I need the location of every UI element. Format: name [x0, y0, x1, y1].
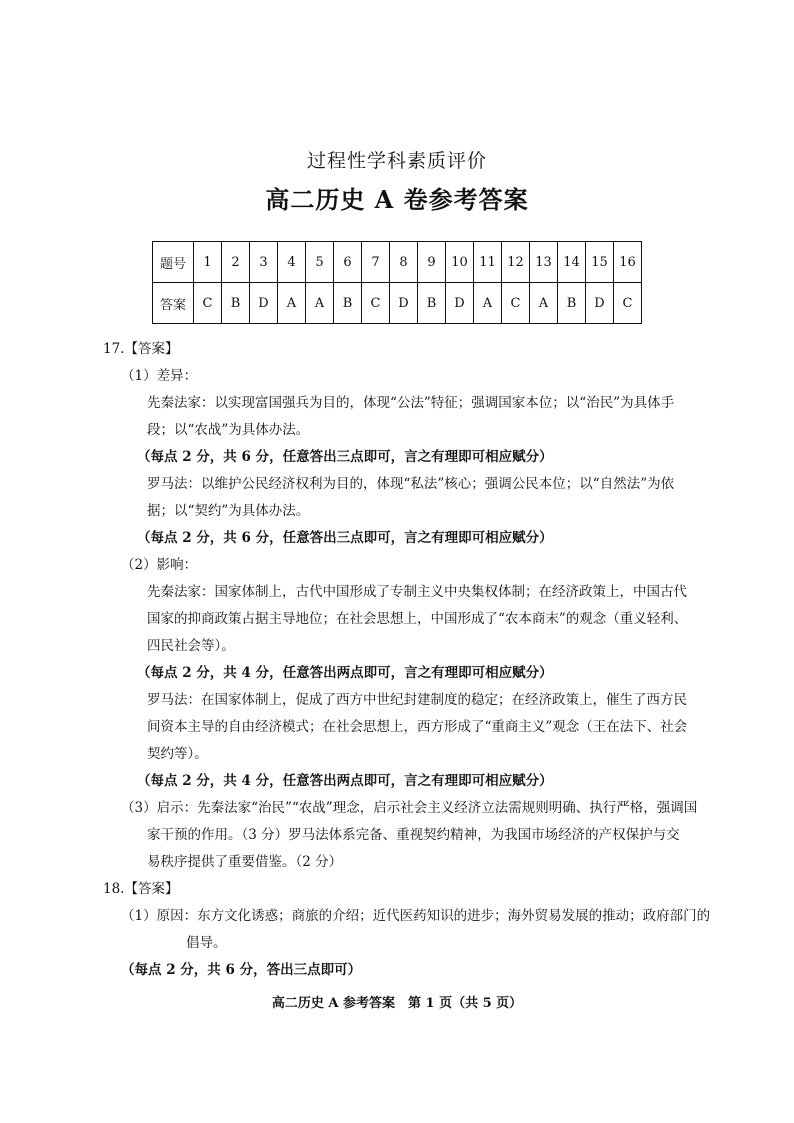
q17-part2-b-score: （每点 2 分，共 4 分，任意答出两点即可，言之有理即可相应赋分）: [137, 773, 553, 789]
q17-part1-b-line1: 罗马法：以维护公民经济权利为目的，体现“私法”核心；强调公民本位；以“自然法”为依: [147, 476, 675, 492]
answer-cell: C: [502, 283, 530, 324]
q17-part2-label: （2）影响：: [121, 557, 198, 573]
q17-part1-b-score: （每点 2 分，共 6 分，任意答出三点即可，言之有理即可相应赋分）: [137, 530, 553, 546]
answer-cell: C: [194, 283, 222, 324]
answer-cell: D: [446, 283, 474, 324]
question-number-cell: 15: [586, 242, 614, 283]
answer-cell: C: [362, 283, 390, 324]
question-number-cell: 13: [530, 242, 558, 283]
answer-cell: B: [222, 283, 250, 324]
answer-cell: D: [586, 283, 614, 324]
answer-cell: B: [334, 283, 362, 324]
question-number-cell: 14: [558, 242, 586, 283]
q17-part1-a-line1: 先秦法家：以实现富国强兵为目的，体现“公法”特征；强调国家本位；以“治民”为具体手: [147, 395, 675, 411]
question-number-cell: 7: [362, 242, 390, 283]
question-number-cell: 2: [222, 242, 250, 283]
q17-part2-a-line3: 四民社会等）。: [147, 638, 235, 654]
question-number-cell: 10: [446, 242, 474, 283]
question-number-cell: 8: [390, 242, 418, 283]
question-number-cell: 6: [334, 242, 362, 283]
row-label-number: 题号: [153, 242, 194, 283]
q18-part1-line1: （1）原因：东方文化诱惑；商旅的介绍；近代医药知识的进步；海外贸易发展的推动；政府部门的: [121, 908, 711, 924]
q17-part3-line3: 易秩序提供了重要借鉴。（2 分）: [147, 854, 343, 870]
document-subtitle: 过程性学科素质评价: [306, 150, 487, 172]
question-number-cell: 5: [306, 242, 334, 283]
answer-cell: B: [558, 283, 586, 324]
answer-cell: D: [390, 283, 418, 324]
page-footer: 高二历史 A 参考答案 第 1 页（共 5 页）: [271, 996, 523, 1011]
row-label-answer: 答案: [153, 283, 194, 324]
question-number-row: [153, 242, 642, 283]
document-title: 高二历史 A 卷参考答案: [265, 185, 529, 214]
q17-part2-a-score: （每点 2 分，共 4 分，任意答出两点即可，言之有理即可相应赋分）: [137, 665, 553, 681]
answer-cell: D: [250, 283, 278, 324]
q17-part2-b-line1: 罗马法：在国家体制上，促成了西方中世纪封建制度的稳定；在经济政策上，催生了西方民: [147, 692, 687, 708]
q17-part2-a-line2: 国家的抑商政策占据主导地位；在社会思想上，中国形成了“农本商末”的观念（重义轻利、: [147, 611, 688, 627]
q18-heading: 18.【答案】: [103, 881, 179, 897]
q17-part1-a-line2: 段；以“农战”为具体办法。: [147, 422, 310, 438]
answer-cell: A: [278, 283, 306, 324]
answer-table: [152, 241, 642, 324]
question-number-cell: 1: [194, 242, 222, 283]
q17-part3-line2: 家干预的作用。（3 分）罗马法体系完备、重视契约精神，为我国市场经济的产权保护与交: [147, 827, 680, 843]
q17-heading: 17.【答案】: [103, 341, 179, 357]
answer-cell: A: [306, 283, 334, 324]
q18-part1-line2: 倡导。: [186, 935, 227, 951]
question-number-cell: 16: [614, 242, 642, 283]
q17-part2-b-line2: 间资本主导的自由经济模式；在社会思想上，西方形成了“重商主义”观念（王在法下、社会: [147, 719, 688, 735]
answer-cell: A: [530, 283, 558, 324]
answer-cell: A: [474, 283, 502, 324]
answer-row: [153, 283, 642, 324]
question-number-cell: 3: [250, 242, 278, 283]
answer-cell: B: [418, 283, 446, 324]
answer-cell: C: [614, 283, 642, 324]
q17-part2-a-line1: 先秦法家：国家体制上，古代中国形成了专制主义中央集权体制；在经济政策上，中国古代: [147, 584, 687, 600]
q18-part1-score: （每点 2 分，共 6 分，答出三点即可）: [121, 962, 362, 978]
question-number-cell: 11: [474, 242, 502, 283]
question-number-cell: 9: [418, 242, 446, 283]
q17-part1-a-score: （每点 2 分，共 6 分，任意答出三点即可，言之有理即可相应赋分）: [137, 449, 553, 465]
q17-part2-b-line3: 契约等）。: [147, 746, 208, 762]
q17-part1-label: （1）差异：: [121, 368, 198, 384]
question-number-cell: 4: [278, 242, 306, 283]
q17-part1-b-line2: 据；以“契约”为具体办法。: [147, 503, 310, 519]
q17-part3-line1: （3）启示：先秦法家“治民”“农战”理念，启示社会主义经济立法需规则明确、执行严格，强调国: [121, 800, 698, 816]
question-number-cell: 12: [502, 242, 530, 283]
